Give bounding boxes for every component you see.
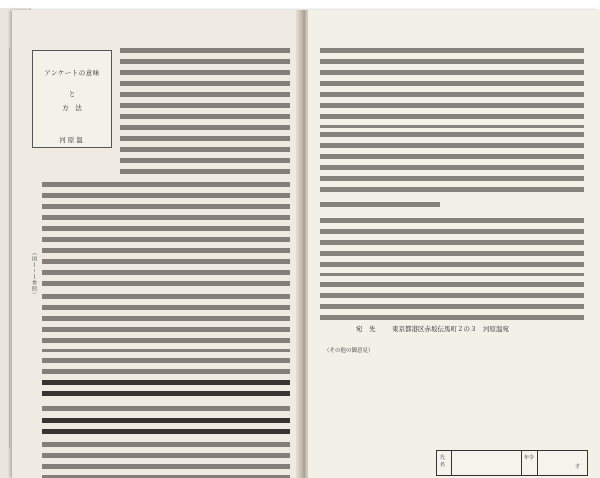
right-paragraph-1 — [320, 46, 584, 128]
book-spread — [12, 10, 600, 478]
right-page — [308, 10, 600, 478]
intro-paragraph — [120, 46, 290, 176]
address-label: 宛 先 — [356, 325, 376, 333]
body-paragraph-1 — [42, 180, 290, 288]
mailing-address: 東京都港区赤坂伝馬町２の３ 河原温宛 — [392, 325, 509, 333]
article-title-box — [32, 50, 112, 148]
article-author: 河原温 — [59, 136, 85, 144]
body-paragraph-4 — [42, 404, 290, 416]
article-title: アンケートの意味 — [44, 69, 100, 77]
bold-question — [42, 416, 290, 438]
other-opinions-caption: （その他の御意見） — [324, 348, 374, 354]
form-divider — [451, 451, 452, 475]
form-divider — [521, 451, 522, 475]
form-divider — [537, 451, 538, 475]
age-label: 年令 — [524, 455, 535, 461]
article-title-method: 方 法 — [62, 104, 82, 112]
reply-form-box — [436, 450, 588, 476]
right-paragraph-4 — [320, 216, 584, 276]
body-paragraph-5 — [42, 440, 290, 478]
figure-reference: （図１ー１参照） — [31, 250, 37, 298]
right-paragraph-2 — [320, 130, 584, 198]
body-paragraph-3 — [42, 356, 290, 376]
name-label: 氏名 — [440, 455, 446, 468]
age-unit: 才 — [575, 464, 581, 470]
left-page — [12, 10, 300, 478]
right-paragraph-5 — [320, 280, 584, 320]
bold-instruction — [42, 378, 290, 402]
article-title-and: と — [68, 90, 76, 98]
body-paragraph-2 — [42, 292, 290, 352]
right-paragraph-3 — [320, 200, 440, 210]
